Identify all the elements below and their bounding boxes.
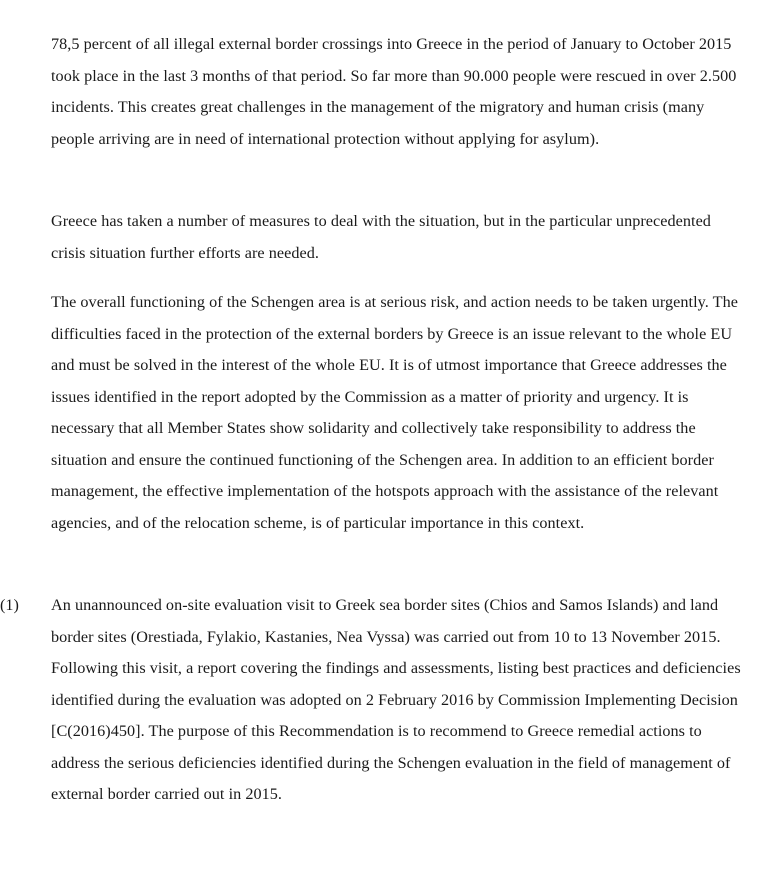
paragraph-evaluation-visit: An unannounced on-site evaluation visit to Greek sea border sites (Chios and Samos Islands) and land border sites (Orestiada, Fylakio, Kastanies, Nea Vyssa) was carried out from 10 to 13 November 2015. Following this visit, a report covering the findings and assessments, listing best practices and deficiencies identified during the evaluation was adopted on 2 February 2016 by Commission Implementing Decision [C(2016)450]. The purpose of this Recommendation is to recommend to Greece remedial actions to address the serious deficiencies identified during the Schengen evaluation in the field of management of external border carried out in 2015. bbox=[51, 596, 741, 803]
paragraph-schengen-risk: The overall functioning of the Schengen area is at serious risk, and action needs to be taken urgently. The difficulties faced in the protection of the external borders by Greece is an issue relevant to the whole EU and must be solved in the interest of the whole EU. It is of utmost importance that Greece addresses the issues identified in the report adopted by the Commission as a matter of priority and urgency. It is necessary that all Member States show solidarity and collectively take responsibility to address the situation and ensure the continued functioning of the Schengen area. In addition to an efficient border management, the effective implementation of the hotspots approach with the assistance of the relevant agencies, and of the relocation scheme, is of particular importance in this context. bbox=[51, 293, 738, 532]
paragraph-crossings-statistics: 78,5 percent of all illegal external border crossings into Greece in the period of January to October 2015 took place in the last 3 months of that period. So far more than 90.000 people were rescued in over 2.500 incidents. This creates great challenges in the management of the migratory and human crisis (many people arriving are in need of international protection without applying for asylum). bbox=[51, 35, 737, 148]
paragraph-greece-measures: Greece has taken a number of measures to deal with the situation, but in the particular unprecedented crisis situation further efforts are needed. bbox=[51, 212, 711, 262]
item-number: (1) bbox=[0, 596, 19, 614]
